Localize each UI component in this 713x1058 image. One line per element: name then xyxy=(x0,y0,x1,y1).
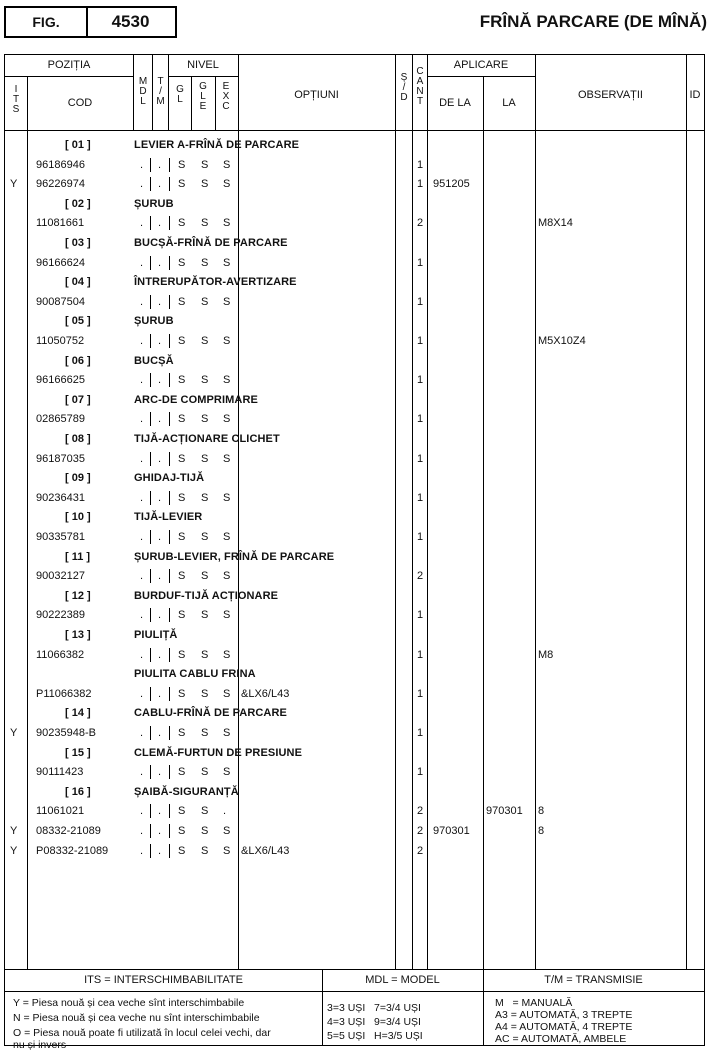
level-exc: S xyxy=(223,257,231,269)
part-code: 96166624 xyxy=(36,257,85,269)
legend-mdl-title: MDL = MODEL xyxy=(365,974,440,986)
col-la: LA xyxy=(502,97,516,109)
empty-mark: . xyxy=(158,609,162,621)
group-description: BUCȘĂ-FRÎNĂ DE PARCARE xyxy=(134,237,288,249)
col-aplicare: APLICARE xyxy=(453,59,509,71)
cell-separator xyxy=(150,687,151,701)
empty-mark: . xyxy=(140,570,144,582)
cell-separator xyxy=(169,334,170,348)
cell-separator xyxy=(169,452,170,466)
level-gl: S xyxy=(178,159,186,171)
level-gle: S xyxy=(201,413,209,425)
empty-mark: . xyxy=(158,492,162,504)
group-number: [ 02 ] xyxy=(65,198,91,210)
quantity: 1 xyxy=(417,492,424,504)
group-number: [ 06 ] xyxy=(65,355,91,367)
empty-mark: . xyxy=(158,649,162,661)
parts-table xyxy=(4,54,705,1051)
empty-mark: . xyxy=(158,178,162,190)
part-code: 11061021 xyxy=(36,805,85,817)
part-code: 08332-21089 xyxy=(36,825,101,837)
observation: 8 xyxy=(538,805,545,817)
empty-mark: . xyxy=(140,766,144,778)
cell-separator xyxy=(169,295,170,309)
level-gl: S xyxy=(178,766,186,778)
quantity: 1 xyxy=(417,609,424,621)
group-number: [ 03 ] xyxy=(65,237,91,249)
empty-mark: . xyxy=(140,257,144,269)
quantity: 2 xyxy=(417,825,424,837)
quantity: 1 xyxy=(417,257,424,269)
level-exc: . xyxy=(223,805,227,817)
cell-separator xyxy=(150,256,151,270)
empty-mark: . xyxy=(140,296,144,308)
group-description: LEVIER A-FRÎNĂ DE PARCARE xyxy=(134,139,300,151)
part-code: 96226974 xyxy=(36,178,85,190)
part-code: 96187035 xyxy=(36,453,85,465)
level-gle: S xyxy=(201,178,209,190)
quantity: 1 xyxy=(417,159,424,171)
group-description: PIULIȚĂ xyxy=(134,629,178,641)
quantity: 1 xyxy=(417,688,424,700)
empty-mark: . xyxy=(140,178,144,190)
cell-separator xyxy=(150,726,151,740)
legend-its-line: nu și invers xyxy=(13,1039,67,1051)
part-code: 90222389 xyxy=(36,609,85,621)
level-exc: S xyxy=(223,649,231,661)
group-number: [ 01 ] xyxy=(65,139,91,151)
cell-separator xyxy=(150,373,151,387)
level-gle: S xyxy=(201,374,209,386)
empty-mark: . xyxy=(158,805,162,817)
level-gl: S xyxy=(178,413,186,425)
empty-mark: . xyxy=(140,413,144,425)
page-title: FRÎNĂ PARCARE (DE MÎNĂ) xyxy=(479,12,707,31)
level-gl: S xyxy=(178,805,186,817)
col-its: I T S xyxy=(12,84,20,115)
empty-mark: . xyxy=(158,453,162,465)
col-exc: E X C xyxy=(222,81,230,112)
cell-separator xyxy=(169,687,170,701)
legend-tm-line: A3 = AUTOMATĂ, 3 TREPTE xyxy=(495,1009,633,1021)
cell-separator xyxy=(169,844,170,858)
level-gl: S xyxy=(178,374,186,386)
level-exc: S xyxy=(223,845,231,857)
col-id: ID xyxy=(689,89,701,101)
cell-separator xyxy=(150,412,151,426)
empty-mark: . xyxy=(158,825,162,837)
level-exc: S xyxy=(223,766,231,778)
empty-mark: . xyxy=(158,688,162,700)
empty-mark: . xyxy=(158,531,162,543)
legend-its-line: Y = Piesa nouă și cea veche sînt interschimbabile xyxy=(13,997,245,1009)
part-code: 11081661 xyxy=(36,217,85,229)
level-exc: S xyxy=(223,825,231,837)
quantity: 1 xyxy=(417,766,424,778)
cell-separator xyxy=(150,177,151,191)
empty-mark: . xyxy=(158,217,162,229)
level-exc: S xyxy=(223,159,231,171)
group-number: [ 13 ] xyxy=(65,629,91,641)
level-gle: S xyxy=(201,570,209,582)
cell-separator xyxy=(169,530,170,544)
group-number: [ 14 ] xyxy=(65,707,91,719)
legend-tm-line: AC = AUTOMATĂ, AMBELE xyxy=(495,1033,627,1045)
col-pozitia: POZIȚIA xyxy=(47,59,91,71)
level-gle: S xyxy=(201,453,209,465)
quantity: 1 xyxy=(417,649,424,661)
cell-separator xyxy=(150,765,151,779)
cell-separator xyxy=(150,569,151,583)
col-mdl: M D L xyxy=(138,76,148,107)
empty-mark: . xyxy=(140,217,144,229)
its-flag: Y xyxy=(10,845,18,857)
group-number: [ 15 ] xyxy=(65,747,91,759)
level-exc: S xyxy=(223,217,231,229)
empty-mark: . xyxy=(140,531,144,543)
empty-mark: . xyxy=(140,805,144,817)
legend-tm-title: T/M = TRANSMISIE xyxy=(544,974,643,986)
cell-separator xyxy=(169,177,170,191)
cell-separator xyxy=(150,648,151,662)
empty-mark: . xyxy=(140,845,144,857)
group-description: ARC-DE COMPRIMARE xyxy=(134,394,258,406)
quantity: 2 xyxy=(417,845,424,857)
col-gle: G L E xyxy=(199,81,207,112)
empty-mark: . xyxy=(158,257,162,269)
group-description: ȘAIBĂ-SIGURANȚĂ xyxy=(134,786,239,798)
group-number: [ 12 ] xyxy=(65,590,91,602)
level-exc: S xyxy=(223,374,231,386)
group-description: ȘURUB xyxy=(134,198,174,210)
quantity: 1 xyxy=(417,453,424,465)
quantity: 1 xyxy=(417,335,424,347)
cell-separator xyxy=(150,530,151,544)
group-description: CABLU-FRÎNĂ DE PARCARE xyxy=(134,707,287,719)
cell-separator xyxy=(169,491,170,505)
applies-from: 970301 xyxy=(433,825,470,837)
cell-separator xyxy=(169,373,170,387)
part-code: 96166625 xyxy=(36,374,85,386)
level-gl: S xyxy=(178,609,186,621)
empty-mark: . xyxy=(158,335,162,347)
col-de-la: DE LA xyxy=(439,97,471,109)
cell-separator xyxy=(150,295,151,309)
part-code: 90235948-B xyxy=(36,727,96,739)
quantity: 1 xyxy=(417,296,424,308)
part-code: 11066382 xyxy=(36,649,85,661)
quantity: 2 xyxy=(417,805,424,817)
part-code: 11050752 xyxy=(36,335,85,347)
part-code: 90111423 xyxy=(36,766,84,778)
part-code: 90335781 xyxy=(36,531,85,543)
cell-separator xyxy=(169,608,170,622)
figure-number: 4530 xyxy=(111,12,150,31)
level-gl: S xyxy=(178,296,186,308)
cell-separator xyxy=(150,452,151,466)
quantity: 1 xyxy=(417,374,424,386)
group-number: [ 08 ] xyxy=(65,433,91,445)
level-gle: S xyxy=(201,531,209,543)
cell-separator xyxy=(169,726,170,740)
legend-mdl-line: 3=3 UȘI 7=3/4 UȘI xyxy=(327,1002,421,1014)
level-gle: S xyxy=(201,688,209,700)
level-gl: S xyxy=(178,492,186,504)
empty-mark: . xyxy=(140,609,144,621)
level-gle: S xyxy=(201,217,209,229)
legend-its-title: ITS = INTERSCHIMBABILITATE xyxy=(84,974,243,986)
cell-separator xyxy=(169,648,170,662)
level-exc: S xyxy=(223,570,231,582)
empty-mark: . xyxy=(140,727,144,739)
cell-separator xyxy=(169,158,170,172)
legend-its-line: O = Piesa nouă poate fi utilizată în locul celei vechi, dar xyxy=(13,1027,271,1039)
legend-mdl-line: 4=3 UȘI 9=3/4 UȘI xyxy=(327,1016,421,1028)
cell-separator xyxy=(169,216,170,230)
legend-its-line: N = Piesa nouă și cea veche nu sînt interschimbabile xyxy=(13,1012,260,1024)
col-tm: T / M xyxy=(156,76,165,107)
part-code: 90087504 xyxy=(36,296,85,308)
quantity: 2 xyxy=(417,217,424,229)
group-number: [ 05 ] xyxy=(65,315,91,327)
col-nivel: NIVEL xyxy=(187,59,219,71)
level-gl: S xyxy=(178,453,186,465)
quantity: 1 xyxy=(417,413,424,425)
level-exc: S xyxy=(223,335,231,347)
group-number: [ 04 ] xyxy=(65,276,91,288)
group-description: PIULITA CABLU FRINA xyxy=(134,668,256,680)
level-gl: S xyxy=(178,727,186,739)
level-gle: S xyxy=(201,727,209,739)
group-number: [ 09 ] xyxy=(65,472,91,484)
level-gl: S xyxy=(178,217,186,229)
figure-label: FIG. xyxy=(6,8,88,36)
group-description: TIJĂ-ACȚIONARE CLICHET xyxy=(134,433,280,445)
level-gle: S xyxy=(201,805,209,817)
cell-separator xyxy=(169,569,170,583)
level-gle: S xyxy=(201,649,209,661)
col-observatii: OBSERVAȚII xyxy=(577,89,643,101)
level-gle: S xyxy=(201,257,209,269)
level-exc: S xyxy=(223,178,231,190)
observation: M5X10Z4 xyxy=(538,335,586,347)
col-cant: C A N T xyxy=(416,66,424,107)
empty-mark: . xyxy=(158,570,162,582)
col-optiuni: OPȚIUNI xyxy=(294,89,339,101)
group-description: TIJĂ-LEVIER xyxy=(134,511,203,523)
cell-separator xyxy=(150,844,151,858)
cell-separator xyxy=(169,765,170,779)
empty-mark: . xyxy=(140,492,144,504)
part-code: P11066382 xyxy=(36,688,92,700)
cell-separator xyxy=(150,158,151,172)
level-gle: S xyxy=(201,766,209,778)
empty-mark: . xyxy=(158,766,162,778)
level-gle: S xyxy=(201,335,209,347)
level-gl: S xyxy=(178,531,186,543)
level-gle: S xyxy=(201,609,209,621)
level-gl: S xyxy=(178,825,186,837)
level-gl: S xyxy=(178,335,186,347)
col-gl: G L xyxy=(176,84,184,105)
part-code: P08332-21089 xyxy=(36,845,109,857)
level-gl: S xyxy=(178,257,186,269)
level-exc: S xyxy=(223,727,231,739)
applies-to: 970301 xyxy=(486,805,523,817)
its-flag: Y xyxy=(10,825,18,837)
empty-mark: . xyxy=(140,335,144,347)
level-gle: S xyxy=(201,159,209,171)
cell-separator xyxy=(150,216,151,230)
empty-mark: . xyxy=(158,413,162,425)
legend-mdl-line: 5=5 UȘI H=3/5 UȘI xyxy=(327,1030,423,1042)
empty-mark: . xyxy=(140,453,144,465)
cell-separator xyxy=(169,824,170,838)
rows-container xyxy=(5,55,704,969)
option-code: &LX6/L43 xyxy=(241,845,290,857)
legend-tm-line: A4 = AUTOMATĂ, 4 TREPTE xyxy=(495,1021,633,1033)
level-exc: S xyxy=(223,296,231,308)
part-code: 90236431 xyxy=(36,492,85,504)
level-exc: S xyxy=(223,609,231,621)
empty-mark: . xyxy=(158,374,162,386)
cell-separator xyxy=(150,804,151,818)
its-flag: Y xyxy=(10,178,18,190)
level-gl: S xyxy=(178,688,186,700)
empty-mark: . xyxy=(140,374,144,386)
level-gle: S xyxy=(201,845,209,857)
part-code: 96186946 xyxy=(36,159,85,171)
level-exc: S xyxy=(223,492,231,504)
observation: 8 xyxy=(538,825,545,837)
its-flag: Y xyxy=(10,727,18,739)
applies-from: 951205 xyxy=(433,178,470,190)
observation: M8X14 xyxy=(538,217,573,229)
empty-mark: . xyxy=(158,727,162,739)
option-code: &LX6/L43 xyxy=(241,688,290,700)
cell-separator xyxy=(150,824,151,838)
empty-mark: . xyxy=(140,825,144,837)
empty-mark: . xyxy=(158,845,162,857)
cell-separator xyxy=(150,334,151,348)
group-description: BUCȘĂ xyxy=(134,355,174,367)
cell-separator xyxy=(169,256,170,270)
cell-separator xyxy=(150,491,151,505)
quantity: 1 xyxy=(417,727,424,739)
empty-mark: . xyxy=(140,649,144,661)
group-description: CLEMĂ-FURTUN DE PRESIUNE xyxy=(134,747,303,759)
legend-tm-line: M = MANUALĂ xyxy=(495,997,573,1009)
figure-box xyxy=(4,6,177,38)
level-gle: S xyxy=(201,825,209,837)
group-description: ȘURUB xyxy=(134,315,174,327)
group-description: ÎNTRERUPĂTOR-AVERTIZARE xyxy=(134,276,297,288)
level-gl: S xyxy=(178,570,186,582)
group-description: ȘURUB-LEVIER, FRÎNĂ DE PARCARE xyxy=(134,551,335,563)
level-gl: S xyxy=(178,178,186,190)
part-code: 90032127 xyxy=(36,570,85,582)
part-code: 02865789 xyxy=(36,413,85,425)
group-number: [ 11 ] xyxy=(65,551,91,563)
quantity: 1 xyxy=(417,178,424,190)
col-sd: Ș / D xyxy=(400,72,408,103)
level-exc: S xyxy=(223,531,231,543)
col-cod: COD xyxy=(67,97,93,109)
empty-mark: . xyxy=(140,159,144,171)
cell-separator xyxy=(150,608,151,622)
level-gle: S xyxy=(201,296,209,308)
group-number: [ 16 ] xyxy=(65,786,91,798)
group-number: [ 10 ] xyxy=(65,511,91,523)
cell-separator xyxy=(169,412,170,426)
level-gl: S xyxy=(178,649,186,661)
level-gl: S xyxy=(178,845,186,857)
observation: M8 xyxy=(538,649,554,661)
quantity: 2 xyxy=(417,570,424,582)
empty-mark: . xyxy=(158,159,162,171)
quantity: 1 xyxy=(417,531,424,543)
empty-mark: . xyxy=(158,296,162,308)
group-number: [ 07 ] xyxy=(65,394,91,406)
cell-separator xyxy=(169,804,170,818)
level-exc: S xyxy=(223,413,231,425)
level-exc: S xyxy=(223,453,231,465)
group-description: GHIDAJ-TIJĂ xyxy=(134,472,205,484)
group-description: BURDUF-TIJĂ ACȚIONARE xyxy=(134,590,279,602)
empty-mark: . xyxy=(140,688,144,700)
level-exc: S xyxy=(223,688,231,700)
level-gle: S xyxy=(201,492,209,504)
